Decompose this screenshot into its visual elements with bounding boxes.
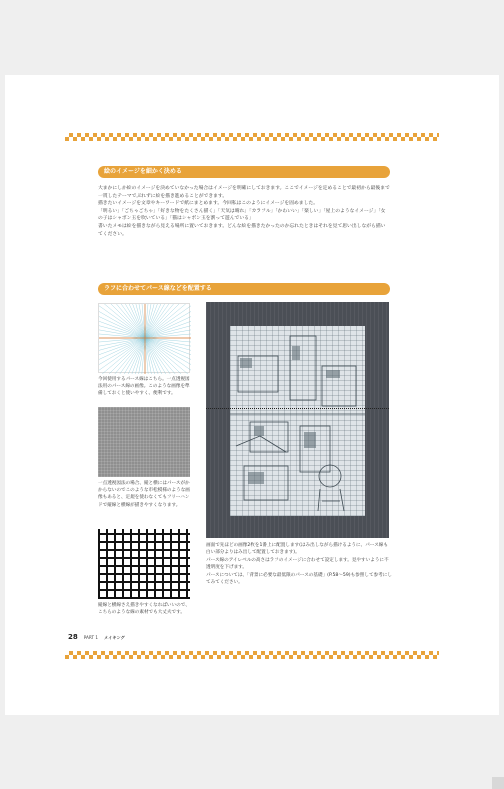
main-caption-paragraph: パース線のアイレベルの高さはラフのイメージに合わせて設定します。見やすいように不透明度を下げます。 <box>206 557 389 571</box>
perspective-ray <box>99 338 145 374</box>
perspective-ray <box>145 338 191 374</box>
section-heading-image-concept: 絵のイメージを細かく決める <box>98 166 390 178</box>
perspective-ray <box>145 338 172 374</box>
rough-sketch-graphic <box>230 326 365 516</box>
perspective-ray <box>145 304 191 338</box>
perspective-ray <box>145 304 191 338</box>
perspective-ray <box>99 338 145 374</box>
page-footer <box>68 633 125 643</box>
checkered-texture-image <box>98 407 190 477</box>
perspective-ray <box>145 338 191 374</box>
perspective-ray <box>99 304 145 338</box>
rough-sketch-with-perspective <box>206 302 389 538</box>
main-image-caption <box>206 542 392 586</box>
intro-paragraph: 「明るい」「ごちゃごちゃ」「好きな物をたくさん描く」「天気は晴れ」「カラフル」「かわいい」「楽しい」「屋上のようなイメージ」「女の子はシャボン玉を吹いている」「猫はシャボン玉を割って遊んでいる」 <box>98 208 386 222</box>
perspective-image-caption: 今回使用するパース線はこちら。一点透視図法用のパース線の画像。このような画像を準備しておくと使いやすく、便利です。 <box>98 377 190 397</box>
perspective-ray <box>99 338 145 374</box>
perspective-ray <box>99 304 145 338</box>
perspective-ray <box>145 304 191 338</box>
grid-lines-image <box>98 529 190 599</box>
grid-image-caption: 縦線と横線さえ描きやすくなればいいので、こちらのような線の素材でも大丈夫です。 <box>98 603 190 616</box>
checker-border-top <box>65 133 439 141</box>
perspective-lines-graphic <box>99 304 191 374</box>
perspective-ray <box>145 338 191 374</box>
chapter-label: メイキング <box>104 635 125 640</box>
perspective-ray <box>145 338 191 374</box>
perspective-ray <box>99 304 145 338</box>
perspective-ray <box>145 338 179 374</box>
checker-border-bottom <box>65 651 439 659</box>
perspective-ray <box>99 338 145 372</box>
eye-level-line <box>206 408 389 409</box>
rough-sketch-canvas <box>230 326 365 516</box>
perspective-ray <box>145 338 191 372</box>
intro-text-block <box>98 185 390 238</box>
perspective-ray <box>145 304 191 338</box>
perspective-ray <box>99 304 145 338</box>
page-number: 28 <box>68 633 78 641</box>
viewer-corner <box>492 777 504 789</box>
perspective-ray <box>99 304 145 338</box>
main-caption-paragraph: 画面で先ほどの画像2枚を1番上に配置します(はみ出しながら描けるように、パース線も白い部分よりはみ出して配置しておきます)。 <box>206 543 388 556</box>
main-caption-paragraph: パースについては、「背景に必要な最低限のパースの基礎」(P.58〜59)も参照して参考にしてみてください。 <box>206 572 392 586</box>
perspective-ray <box>99 338 145 374</box>
perspective-ray <box>145 338 191 374</box>
section-heading-perspective-lines: ラフに合わせてパース線などを配置する <box>98 283 390 295</box>
perspective-ray <box>118 338 145 374</box>
perspective-ray <box>99 304 145 338</box>
checkered-image-caption: 一点透視図法の場合、縦と横にはパースがかからないのでこのような市松模様のような画像もあると、定規を使わなくてもフリーハンドで縦線と横線が描きやすくなります。 <box>98 481 190 508</box>
perspective-ray <box>145 304 191 338</box>
perspective-ray <box>111 338 145 374</box>
intro-paragraph: 大まかにしか絵のイメージを決めていなかった場合はイメージを明確にしておきます。ここでイメージを定めることで最初から最後まで一貫したテーマでぶれずに絵を描き進めることができます。 <box>98 186 390 199</box>
perspective-ray <box>145 304 191 338</box>
perspective-ray <box>99 338 145 374</box>
perspective-ray <box>99 304 145 338</box>
intro-paragraph: 書いたメモは絵を描きながら見える場所に置いておきます。どんな絵を描きたかったのか忘れたときはそれを見て思い出しながら描いてください。 <box>98 223 386 237</box>
perspective-ray <box>145 304 191 338</box>
perspective-lines-image <box>98 303 190 373</box>
part-label: PART 1 <box>83 635 99 640</box>
intro-paragraph: 描きたいイメージを文章やキーワードで紙にまとめます。今回私はこのようにイメージを固めました。 <box>98 201 318 207</box>
